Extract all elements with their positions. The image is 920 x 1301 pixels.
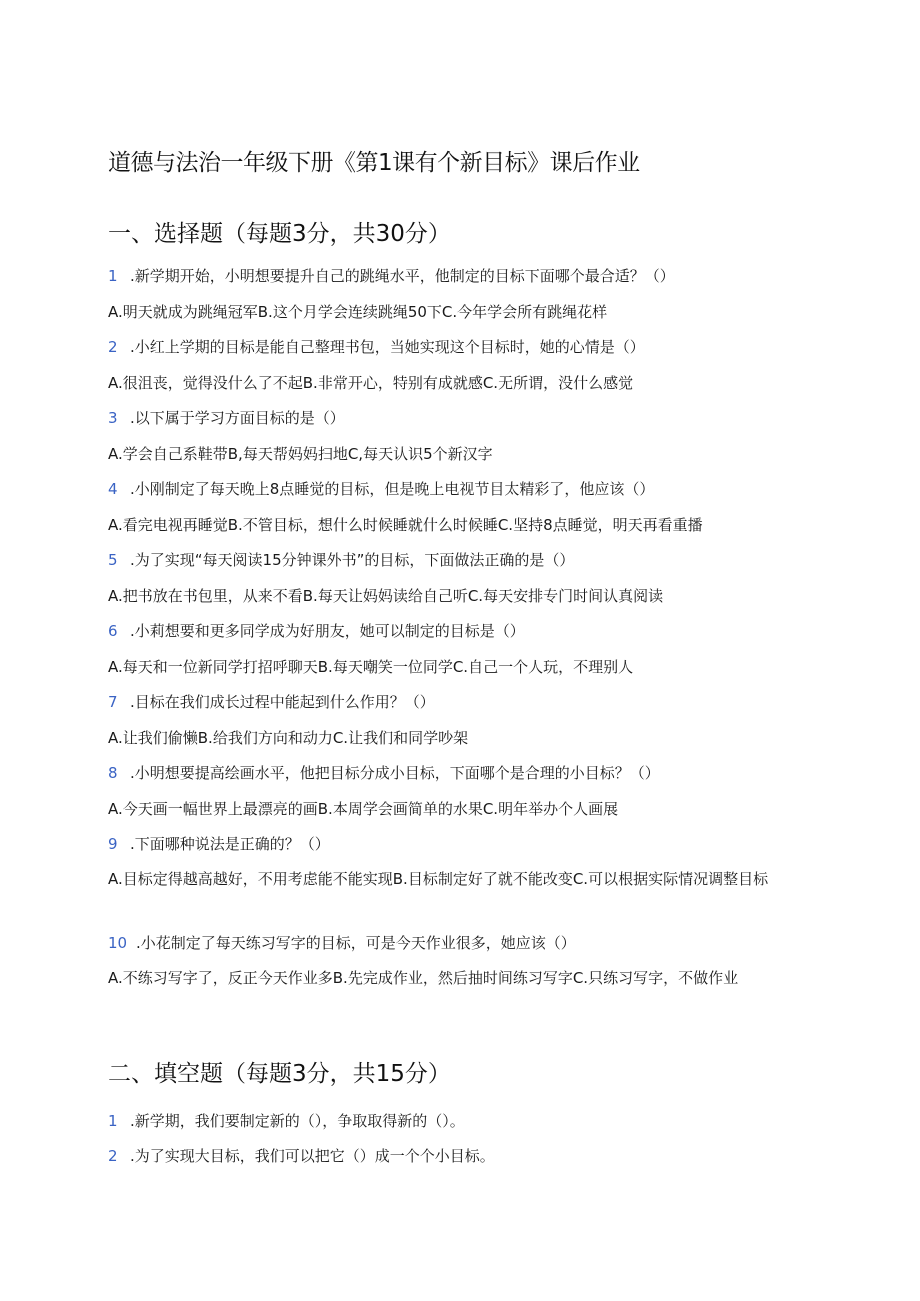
question-number: 3 bbox=[108, 409, 118, 427]
question-8 bbox=[108, 761, 660, 785]
question-text: .小红上学期的目标是能自己整理书包，当她实现这个目标时，她的心情是（） bbox=[130, 338, 645, 356]
question-number: 6 bbox=[108, 622, 118, 640]
document-title: 道德与法治一年级下册《第1课有个新目标》课后作业 bbox=[108, 150, 640, 176]
question-text: .以下属于学习方面目标的是（） bbox=[130, 409, 345, 427]
question-text: .小刚制定了每天晚上8点睡觉的目标，但是晚上电视节目太精彩了，他应该（） bbox=[130, 480, 655, 498]
section-heading-fill-blank: 二、填空题（每题3分，共15分） bbox=[108, 1061, 451, 1087]
question-10-options: A.不练习写字了，反正今天作业多B.先完成作业，然后抽时间练习写字C.只练习写字，不做作业 bbox=[108, 969, 739, 987]
question-4-options: A.看完电视再睡觉B.不管目标，想什么时候睡就什么时候睡C.坚持8点睡觉，明天再看重播 bbox=[108, 516, 703, 534]
question-text: .小明想要提高绘画水平，他把目标分成小目标，下面哪个是合理的小目标？（） bbox=[130, 764, 660, 782]
question-3 bbox=[108, 406, 345, 430]
question-text: .为了实现“每天阅读15分钟课外书”的目标，下面做法正确的是（） bbox=[130, 551, 575, 569]
question-text: .小花制定了每天练习写字的目标，可是今天作业很多，她应该（） bbox=[136, 934, 576, 952]
question-6 bbox=[108, 619, 525, 643]
fill-question-2 bbox=[108, 1144, 495, 1168]
question-4 bbox=[108, 477, 654, 501]
question-text: .目标在我们成长过程中能起到什么作用？（） bbox=[130, 693, 435, 711]
question-6-options: A.每天和一位新同学打招呼聊天B.每天嘲笑一位同学C.自己一个人玩，不理别人 bbox=[108, 658, 634, 676]
question-text: .新学期，我们要制定新的（），争取取得新的（）。 bbox=[130, 1112, 465, 1130]
question-10 bbox=[108, 931, 576, 955]
question-number: 9 bbox=[108, 835, 118, 853]
question-2 bbox=[108, 335, 645, 359]
question-text: .小莉想要和更多同学成为好朋友，她可以制定的目标是（） bbox=[130, 622, 525, 640]
question-number: 2 bbox=[108, 338, 118, 356]
fill-question-1 bbox=[108, 1109, 465, 1133]
question-number: 1 bbox=[108, 1112, 118, 1130]
question-text: .新学期开始，小明想要提升自己的跳绳水平，他制定的目标下面哪个最合适？（） bbox=[130, 267, 675, 285]
question-7-options: A.让我们偷懒B.给我们方向和动力C.让我们和同学吵架 bbox=[108, 729, 469, 747]
question-9-options: A.目标定得越高越好，不用考虑能不能实现B.目标制定好了就不能改变C.可以根据实际情况调整目标 bbox=[108, 870, 769, 888]
question-number: 7 bbox=[108, 693, 118, 711]
question-3-options: A.学会自己系鞋带B,每天帮妈妈扫地C,每天认识5个新汉字 bbox=[108, 445, 493, 463]
question-7 bbox=[108, 690, 435, 714]
question-number: 5 bbox=[108, 551, 118, 569]
question-number: 8 bbox=[108, 764, 118, 782]
question-number: 1 bbox=[108, 267, 118, 285]
section-heading-choice: 一、选择题（每题3分，共30分） bbox=[108, 221, 451, 247]
question-9 bbox=[108, 832, 330, 856]
question-number: 10 bbox=[108, 934, 128, 952]
question-1 bbox=[108, 264, 675, 288]
question-number: 2 bbox=[108, 1147, 118, 1165]
question-5 bbox=[108, 548, 574, 572]
question-8-options: A.今天画一幅世界上最漂亮的画B.本周学会画简单的水果C.明年举办个人画展 bbox=[108, 800, 619, 818]
question-text: .为了实现大目标，我们可以把它（）成一个个小目标。 bbox=[130, 1147, 495, 1165]
question-5-options: A.把书放在书包里，从来不看B.每天让妈妈读给自己听C.每天安排专门时间认真阅读 bbox=[108, 587, 664, 605]
question-1-options: A.明天就成为跳绳冠军B.这个月学会连续跳绳50下C.今年学会所有跳绳花样 bbox=[108, 303, 608, 321]
question-text: .下面哪种说法是正确的？（） bbox=[130, 835, 330, 853]
question-number: 4 bbox=[108, 480, 118, 498]
question-2-options: A.很沮丧，觉得没什么了不起B.非常开心，特别有成就感C.无所谓，没什么感觉 bbox=[108, 374, 634, 392]
